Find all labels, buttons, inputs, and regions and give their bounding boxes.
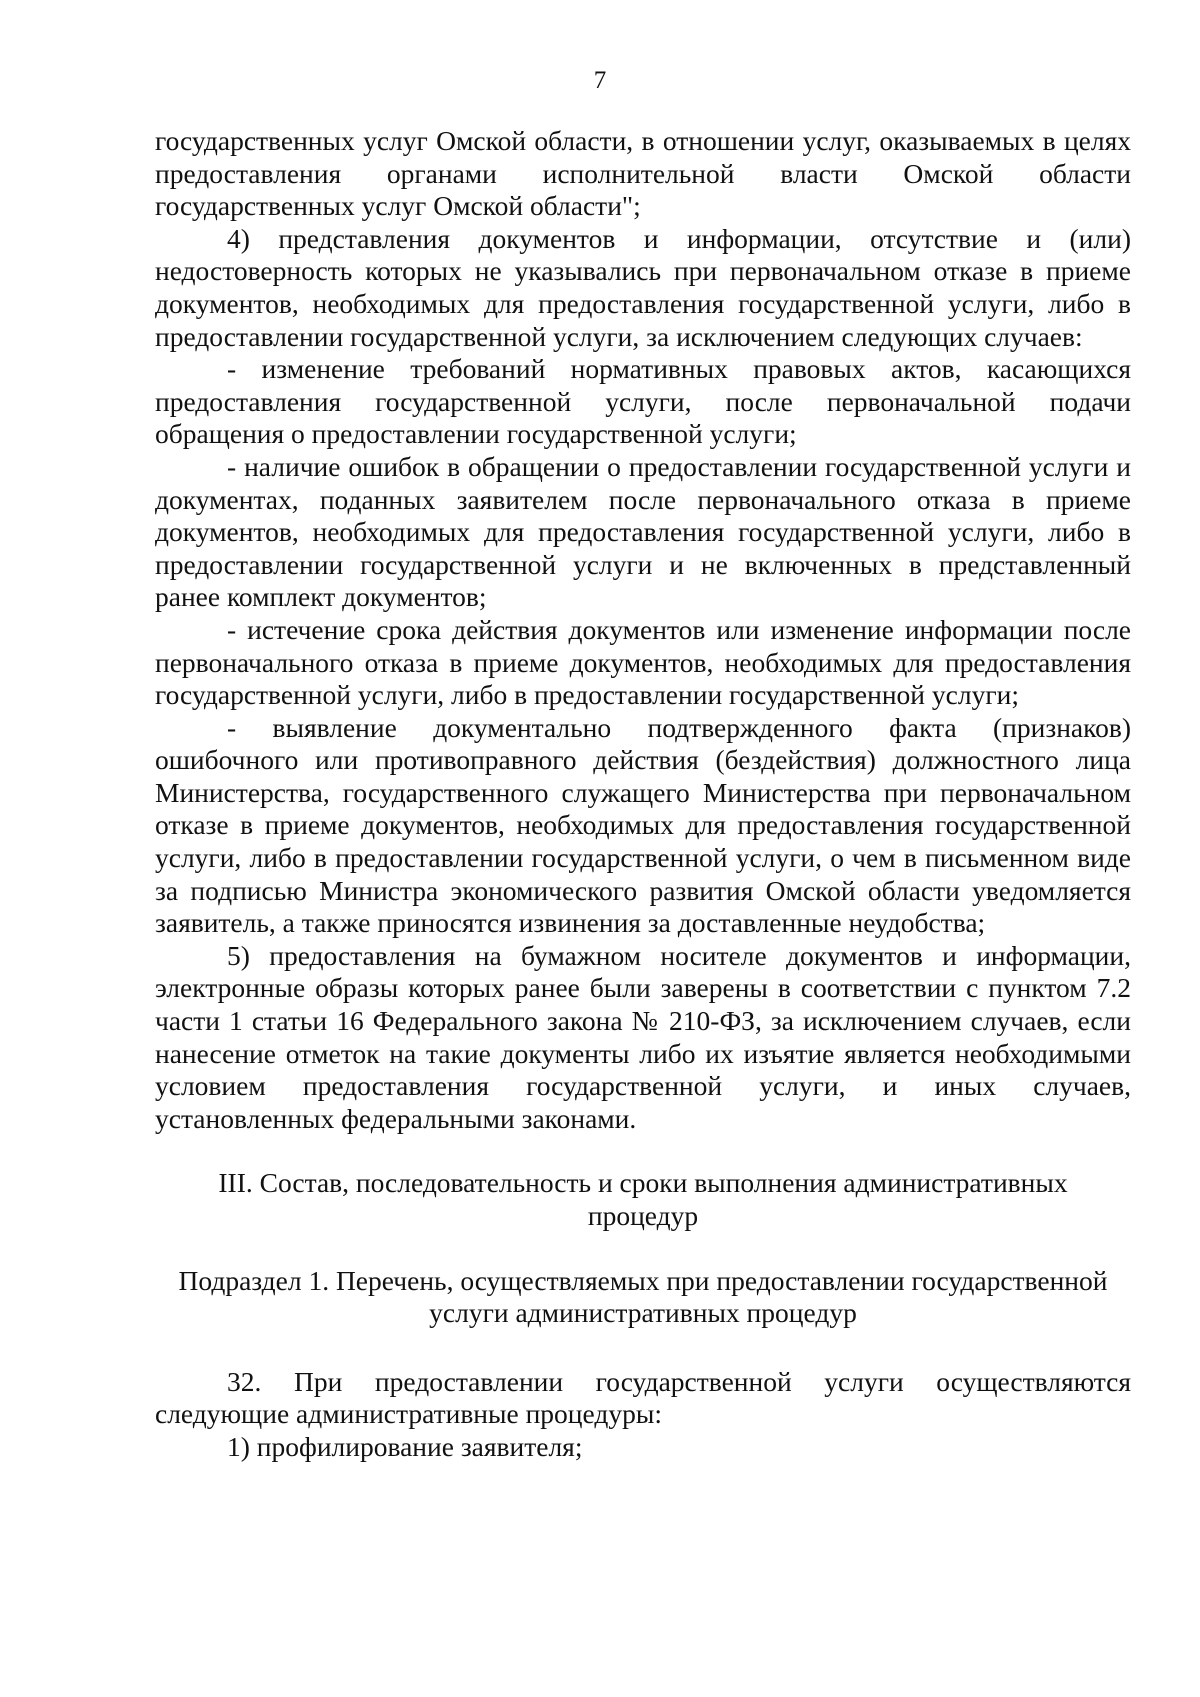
- page-number: 7: [593, 67, 607, 94]
- section-heading-line-1: III. Состав, последовательность и сроки выполнения административных: [218, 1167, 1068, 1199]
- paragraph-dash-errors: - наличие ошибок в обращении о предоставлении государственной услуги и документах, поданных заявителем после первоначального отказа в приеме документов, необходимых для предоставления государственной услуги, либо в предоставлении государственной услуги и не включенных в представленный ранее комплект документов;: [155, 450, 1131, 613]
- paragraph-dash-requirements-change: - изменение требований нормативных правовых актов, касающихся предоставления государственной услуги, после первоначальной подачи обращения о предоставлении государственной услуги;: [155, 353, 1131, 450]
- clause-32-text: 32. При предоставлении государственной услуги осуществляются следующие административные процедуры:: [155, 1365, 1131, 1430]
- clause-32: [155, 1366, 1131, 1464]
- paragraph-dash-misconduct: - выявление документально подтвержденного факта (признаков) ошибочного или противоправного действия (бездействия) должностного лица Министерства, государственного служащего Министерства при первоначальном отказе в приеме документов, необходимых для предоставления государственной услуги, либо в предоставлении государственной услуги, о чем в письменном виде за подписью Министра экономического развития Омской области уведомляется заявитель, а также приносятся извинения за доставленные неудобства;: [155, 711, 1131, 939]
- paragraph-item-5: 5) предоставления на бумажном носителе документов и информации, электронные образы которых ранее были заверены в соответствии с пунктом 7.2 части 1 статьи 16 Федерального закона № 210-ФЗ, за исключением случаев, если нанесение отметок на такие документы либо их изъятие является необходимыми условием предоставления государственной услуги, и иных случаев, установленных федеральными законами.: [155, 939, 1131, 1134]
- subsection-heading-line-2: услуги административных процедур: [429, 1297, 857, 1329]
- clause-32-item-1: 1) профилирование заявителя;: [227, 1430, 583, 1462]
- subsection-heading-line-1: Подраздел 1. Перечень, осуществляемых при предоставлении государственной: [178, 1264, 1108, 1296]
- document-body: [155, 125, 1131, 1464]
- subsection-heading: [155, 1265, 1131, 1330]
- paragraph-dash-expiry: - истечение срока действия документов или изменение информации после первоначального отказа в приеме документов, необходимых для предоставления государственной услуги, либо в предоставлении государственной услуги;: [155, 613, 1131, 711]
- paragraph-continuation: государственных услуг Омской области, в отношении услуг, оказываемых в целях предоставления органами исполнительной власти Омской области государственных услуг Омской области";: [155, 125, 1131, 222]
- section-heading: [155, 1167, 1131, 1232]
- section-heading-line-2: процедур: [587, 1200, 699, 1231]
- paragraph-item-4: 4) представления документов и информации, отсутствие и (или) недостоверность которых не указывались при первоначальном отказе в приеме документов, необходимых для предоставления государственной услуги, либо в предоставлении государственной услуги, за исключением следующих случаев:: [155, 222, 1131, 352]
